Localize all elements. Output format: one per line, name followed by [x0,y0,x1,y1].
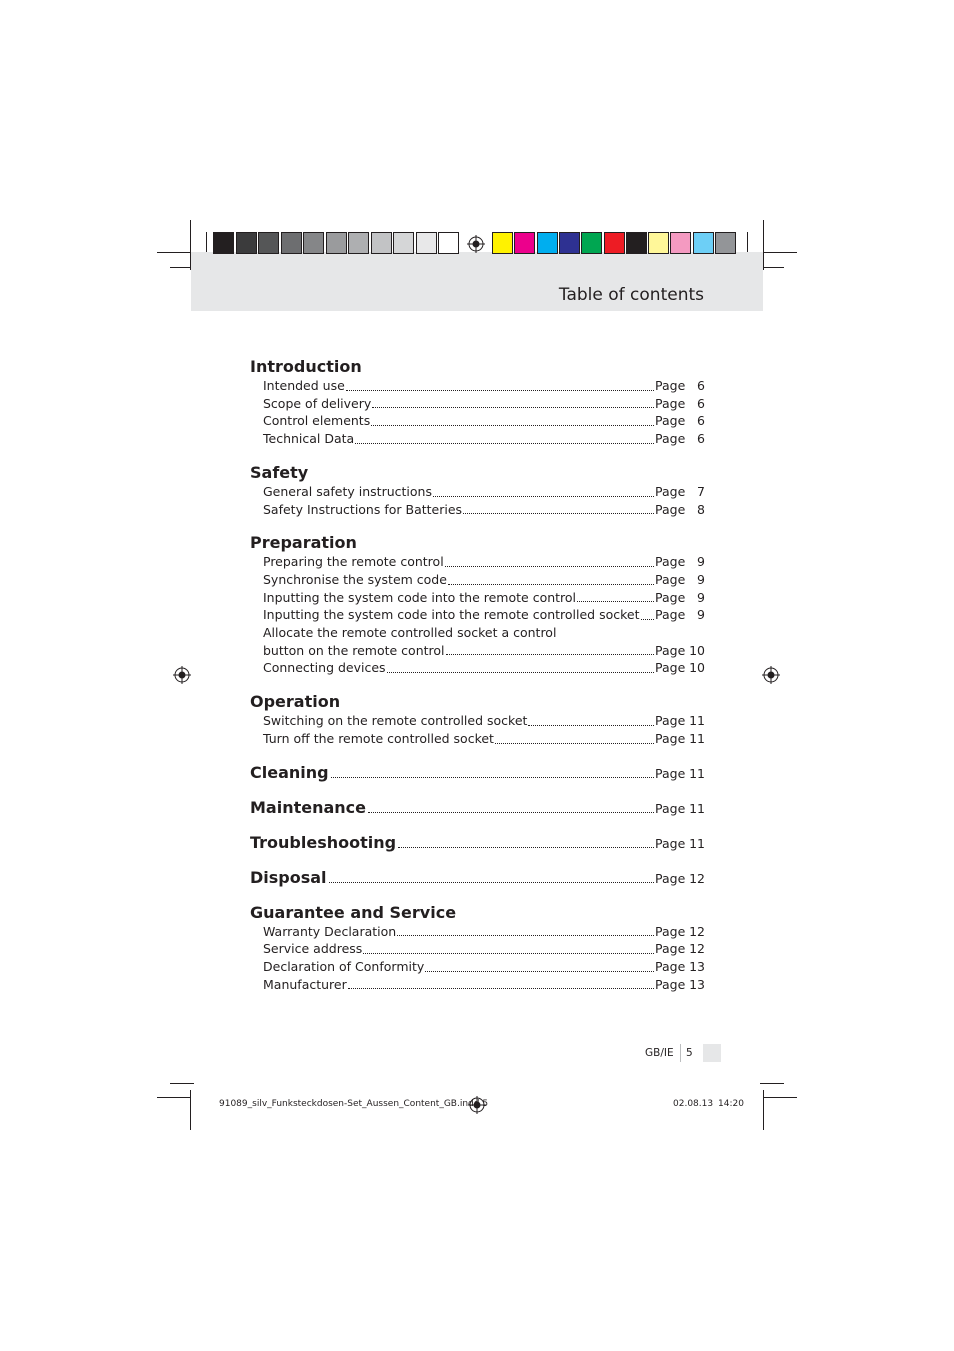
toc-section [250,763,705,783]
dot-leader [387,672,654,673]
page-word: Page [655,976,686,992]
toc-title-entry[interactable] [250,868,705,888]
color-swatch [670,232,691,254]
page-word: Page [655,483,686,499]
dot-leader [463,513,654,514]
page-number: 12 [689,923,705,939]
crop-mark [763,220,764,270]
page-word: Page [655,554,686,570]
toc-title-entry[interactable] [250,798,705,818]
entry-label: Scope of delivery [263,395,372,411]
entry-label: Turn off the remote controlled socket [263,730,494,746]
toc-entry[interactable] [250,412,705,430]
toc-entry[interactable] [250,395,705,413]
page-word: Page [655,395,686,411]
page-number: 6 [697,395,705,411]
dot-leader [641,619,654,620]
color-swatch [715,232,736,254]
entry-label: Inputting the system code into the remote controlled socket [263,607,640,623]
color-swatch [281,232,302,254]
dot-leader [371,425,654,426]
toc-section [250,833,705,853]
page-number: 12 [689,941,705,957]
toc-section [250,692,705,747]
toc-section [250,463,705,518]
toc-entry[interactable] [250,712,705,730]
color-swatch [348,232,369,254]
section-title: Guarantee and Service [250,902,457,922]
dot-leader [355,443,654,444]
page-word: Page [655,870,686,886]
page-number: 12 [689,870,705,886]
dot-leader [363,953,654,954]
page-number: 9 [697,554,705,570]
crop-mark [157,1097,190,1098]
toc-entry[interactable] [250,958,705,976]
section-title: Operation [250,692,341,712]
section-title: Cleaning [250,762,329,782]
page-number: 13 [689,976,705,992]
color-swatch [303,232,324,254]
entry-label: Synchronise the system code [263,571,447,587]
section-title: Disposal [250,867,327,887]
slug-time: 14:20 [718,1099,744,1109]
page-title: Table of contents [558,285,704,305]
page-number: 11 [689,713,705,729]
toc-entry[interactable] [250,430,705,448]
toc-entry[interactable] [250,553,705,571]
color-swatch [492,232,513,254]
color-swatch [693,232,714,254]
page-word: Page [655,431,686,447]
toc-entry[interactable] [250,606,705,624]
page-number: 6 [697,378,705,393]
entry-label: Technical Data [263,431,355,447]
registration-mark-icon [762,666,780,684]
crop-mark [747,232,748,254]
toc-entry[interactable] [250,589,705,607]
crop-mark [763,1090,764,1130]
page-word: Page [655,642,686,658]
section-title: Troubleshooting [250,832,397,852]
dot-leader [348,988,654,989]
toc-title-entry[interactable] [250,763,705,783]
toc-section [250,868,705,888]
page-number: 8 [697,501,705,517]
footer-divider [680,1044,681,1062]
footer-page-number: 5 [686,1047,693,1059]
page-word: Page [655,923,686,939]
entry-label: Switching on the remote controlled socket [263,713,528,729]
dot-leader [372,407,654,408]
color-swatch [581,232,602,254]
dot-leader [528,725,654,726]
page-word: Page [655,413,686,429]
toc-entry[interactable] [250,923,705,941]
toc-title-entry[interactable] [250,833,705,853]
color-swatch [416,232,437,254]
page-number: 9 [697,589,705,605]
entry-label: Preparing the remote control [263,554,444,570]
page-word: Page [655,713,686,729]
footer-page-box [703,1044,721,1062]
page-word: Page [655,660,686,676]
slug-date: 02.08.13 [673,1099,714,1109]
color-swatch [514,232,535,254]
crop-mark [190,1090,191,1130]
dot-leader [445,566,654,567]
footer-language: GB/IE [645,1047,674,1059]
toc-entry[interactable] [250,571,705,589]
page-word: Page [655,378,686,393]
toc-entry[interactable] [250,483,705,501]
page-number: 11 [689,835,705,851]
page-number: 11 [689,800,705,816]
page-number: 7 [697,483,705,499]
crop-mark [170,1083,194,1084]
dot-leader [368,812,654,813]
table-of-contents [250,357,705,993]
toc-entry[interactable] [250,659,705,677]
color-swatch [604,232,625,254]
section-title: Safety [250,462,309,482]
page-number: 6 [697,431,705,447]
color-swatch [213,232,234,254]
registration-mark-icon [173,666,191,684]
page-word: Page [655,589,686,605]
color-swatch [648,232,669,254]
dot-leader [397,935,654,936]
section-title: Preparation [250,533,357,553]
registration-mark-icon [467,235,485,253]
section-title: Maintenance [250,797,367,817]
page-word: Page [655,607,686,623]
page-word: Page [655,730,686,746]
dot-leader [446,654,654,655]
toc-entry[interactable] [250,377,705,395]
toc-entry[interactable] [250,730,705,748]
entry-label: Declaration of Conformity [263,958,425,974]
toc-entry[interactable] [250,501,705,519]
toc-section [250,903,705,994]
color-swatch [438,232,459,254]
entry-label: button on the remote control [263,642,445,658]
crop-mark [764,1097,797,1098]
dot-leader [495,743,654,744]
toc-section [250,533,705,677]
entry-label: Control elements [263,413,371,429]
page-number: 10 [689,642,705,658]
entry-label: General safety instructions [263,483,432,499]
dot-leader [433,496,654,497]
page-number: 9 [697,607,705,623]
entry-label: Intended use [263,378,345,393]
page-word: Page [655,941,686,957]
crop-mark [157,252,190,253]
page-word: Page [655,571,686,587]
page-word: Page [655,800,686,816]
toc-section [250,357,705,448]
crop-mark [760,1083,784,1084]
entry-label: Inputting the system code into the remote control [263,589,577,605]
toc-entry[interactable] [250,976,705,994]
dot-leader [346,390,654,391]
toc-entry[interactable] [250,642,705,660]
entry-label: Warranty Declaration [263,923,397,939]
page-number: 10 [689,660,705,676]
color-swatch [258,232,279,254]
color-swatch [537,232,558,254]
page-word: Page [655,501,686,517]
dot-leader [425,971,654,972]
color-swatch [559,232,580,254]
page-word: Page [655,765,686,781]
color-swatch [371,232,392,254]
color-swatch [236,232,257,254]
page-number: 13 [689,958,705,974]
page-number: 11 [689,730,705,746]
dot-leader [398,847,654,848]
entry-label: Manufacturer [263,976,347,992]
dot-leader [448,584,654,585]
entry-label: Service address [263,941,363,957]
page-word: Page [655,835,686,851]
color-swatch [626,232,647,254]
dot-leader [329,882,654,883]
page-number: 9 [697,571,705,587]
dot-leader [577,601,654,602]
entry-label: Allocate the remote controlled socket a control [263,625,557,641]
slug-filename: 91089_silv_Funksteckdosen-Set_Aussen_Content_GB.indd 5 [219,1099,489,1109]
section-title: Introduction [250,357,362,376]
color-swatch [326,232,347,254]
entry-label: Safety Instructions for Batteries [263,501,463,517]
color-swatch [393,232,414,254]
toc-entry[interactable] [250,940,705,958]
crop-mark [206,232,207,254]
entry-label: Connecting devices [263,660,386,676]
page-number: 11 [689,765,705,781]
crop-mark [764,252,797,253]
toc-section [250,798,705,818]
page-word: Page [655,958,686,974]
toc-entry[interactable] [250,624,705,642]
dot-leader [331,777,654,778]
page-number: 6 [697,413,705,429]
crop-mark [760,267,784,268]
